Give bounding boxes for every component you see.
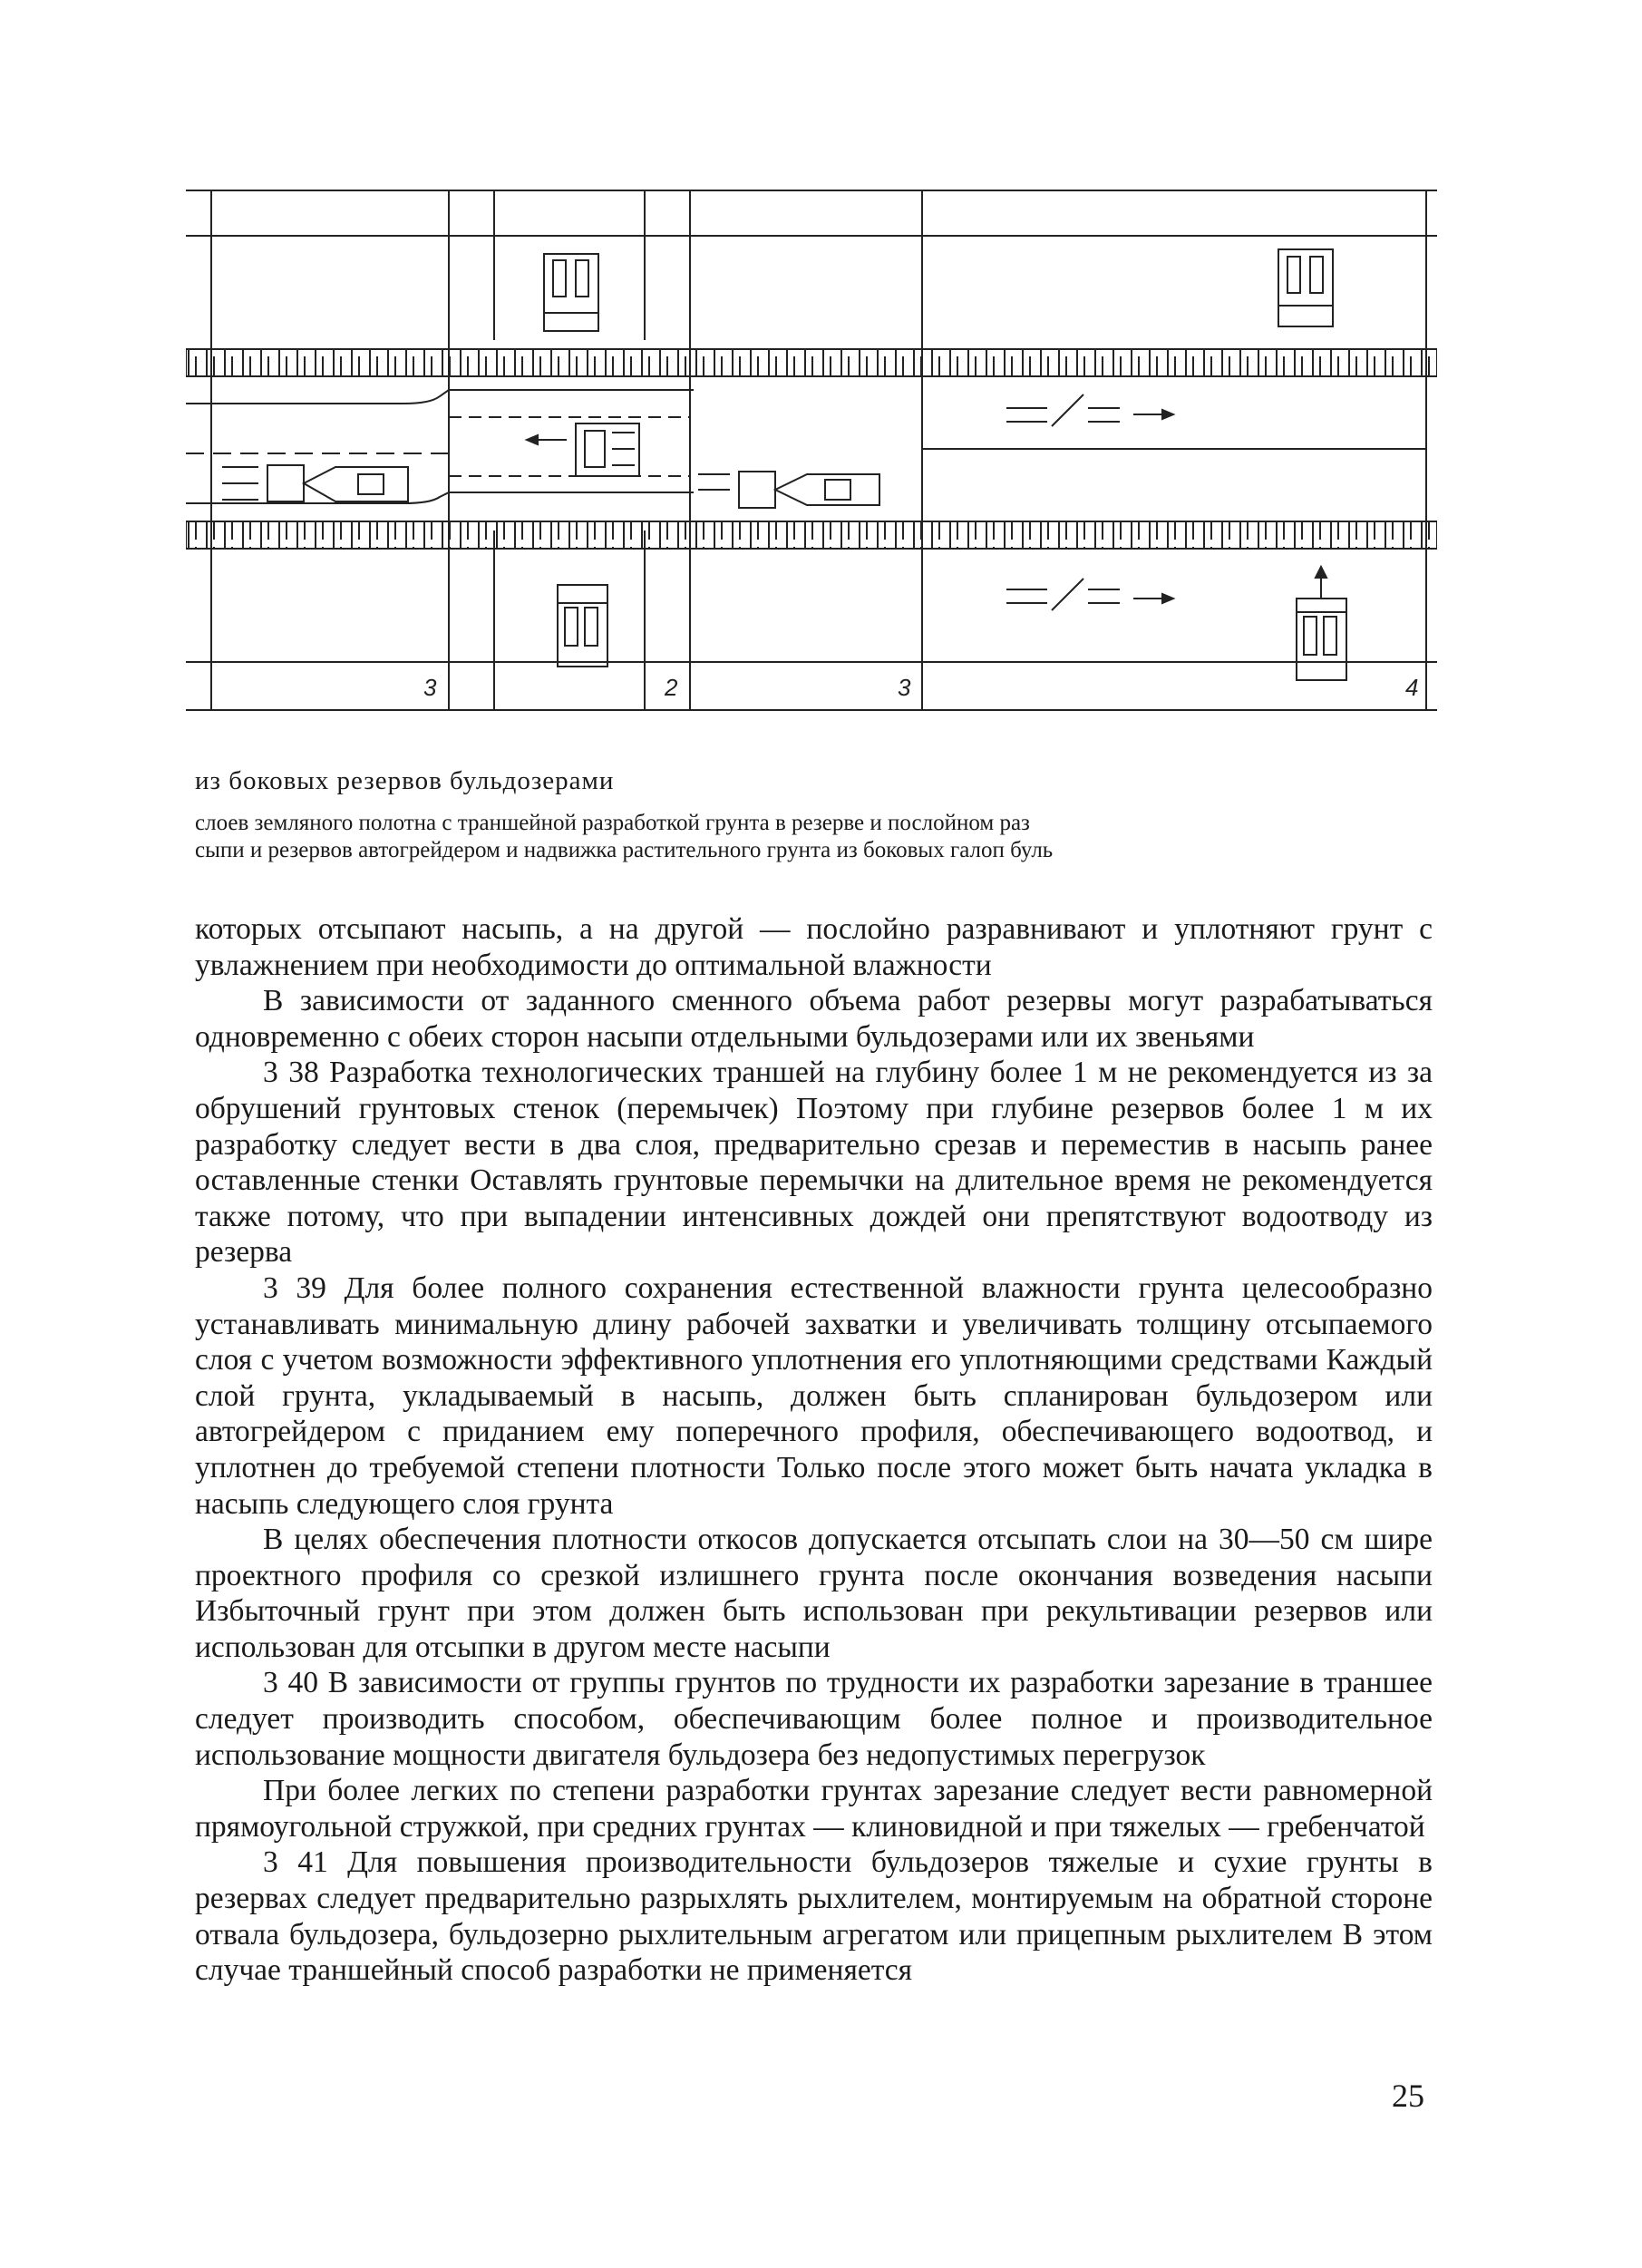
body-text bbox=[195, 911, 1433, 1989]
section-label: 3 bbox=[423, 674, 437, 701]
autograder-icon bbox=[222, 465, 408, 501]
bulldozer-icon bbox=[1278, 249, 1333, 326]
hatched-band-top bbox=[186, 349, 1437, 376]
paragraph: В целях обеспечения плотности откосов допускается отсыпать слои на 30—50 см шире проектного профиля со срезкой излишнего грунта после окончания возведения насыпи Избыточный грунт при этом должен быть использован при рекультивации резервов или использован для отсыпки в другом месте насыпи bbox=[195, 1523, 1433, 1664]
bulldozer-icon bbox=[1297, 567, 1346, 680]
section-label: 3 bbox=[898, 674, 911, 701]
section-label: 4 bbox=[1405, 674, 1419, 701]
bulldozer-icon bbox=[558, 585, 607, 667]
hatched-band-bottom bbox=[186, 521, 1437, 549]
bulldozer-icon bbox=[544, 254, 598, 331]
paragraph: При более легких по степени разработки грунтах зарезание следует вести равномерной прямоугольной стружкой, при средних грунтах — клиновидной и при тяжелых — гребенчатой bbox=[195, 1774, 1433, 1844]
diagram-frame bbox=[186, 190, 1437, 710]
figure-caption-line: сыпи и резервов автогрейдером и надвижка растительного грунта из боковых галоп буль bbox=[195, 838, 1054, 862]
bulldozer-icon bbox=[527, 423, 639, 476]
paragraph: которых отсыпают насыпь, а на другой — послойно разравнивают и уплотняют грунт с увлажнением при необходимости до оптимальной влажности bbox=[195, 912, 1433, 982]
earthwork-scheme-diagram bbox=[186, 186, 1437, 712]
figure-caption-line: слоев земляного полотна с траншейной разработкой грунта в резерве и послойном раз bbox=[195, 811, 1030, 835]
paragraph: 3 39 Для более полного сохранения естественной влажности грунта целесообразно устанавливать минимальную длину рабочей захватки и увеличивать толщину отсыпаемого слоя с учетом возможности эффективного уплотнения его уплотняющими средствами Каждый слой грунта, укладываемый в насыпь, должен быть спланирован бульдозером или автогрейдером с приданием ему поперечного профиля, обеспечивающего водоотвод, и уплотнен до требуемой степени плотности Только после этого может быть начата укладка в насыпь следующего слоя грунта bbox=[195, 1270, 1433, 1521]
section-label: 2 bbox=[665, 674, 678, 701]
autograder-icon bbox=[698, 472, 879, 508]
grader-icon bbox=[1006, 394, 1173, 426]
paragraph: 3 40 В зависимости от группы грунтов по трудности их разработки зарезание в траншее следует производить способом, обеспечивающим более полное и производительное использование мощности двигателя бульдозера без недопустимых перегрузок bbox=[195, 1666, 1433, 1772]
page-number: 25 bbox=[1392, 2078, 1424, 2114]
paragraph: 3 41 Для повышения производительности бульдозеров тяжелые и сухие грунты в резервах следует предварительно разрыхлять рыхлителем, монтируемым на обратной стороне отвала бульдозера, бульдозерно рыхлительным агрегатом или прицепным рыхлителем В этом случае траншейный способ разработки не применяется bbox=[195, 1845, 1433, 1988]
paragraph: В зависимости от заданного сменного объема работ резервы могут разрабатываться одновременно с обеих сторон насыпи отдельными бульдозерами или их звеньями bbox=[195, 984, 1433, 1054]
trench-lines bbox=[186, 390, 1426, 503]
figure-caption-title: из боковых резервов бульдозерами bbox=[195, 766, 615, 795]
grader-icon bbox=[1006, 579, 1173, 610]
paragraph: 3 38 Разработка технологических траншей на глубину более 1 м не рекомендуется из за обрушений грунтовых стенок (перемычек) Поэтому при глубине резервов более 1 м их разработку следует вести в два слоя, предварительно срезав и переместив в насыпь ранее оставленные стенки Оставлять грунтовые перемычки на длительное время не рекомендуется также потому, что при выпадении интенсивных дождей они препятствуют водоотводу из резерва bbox=[195, 1056, 1433, 1270]
